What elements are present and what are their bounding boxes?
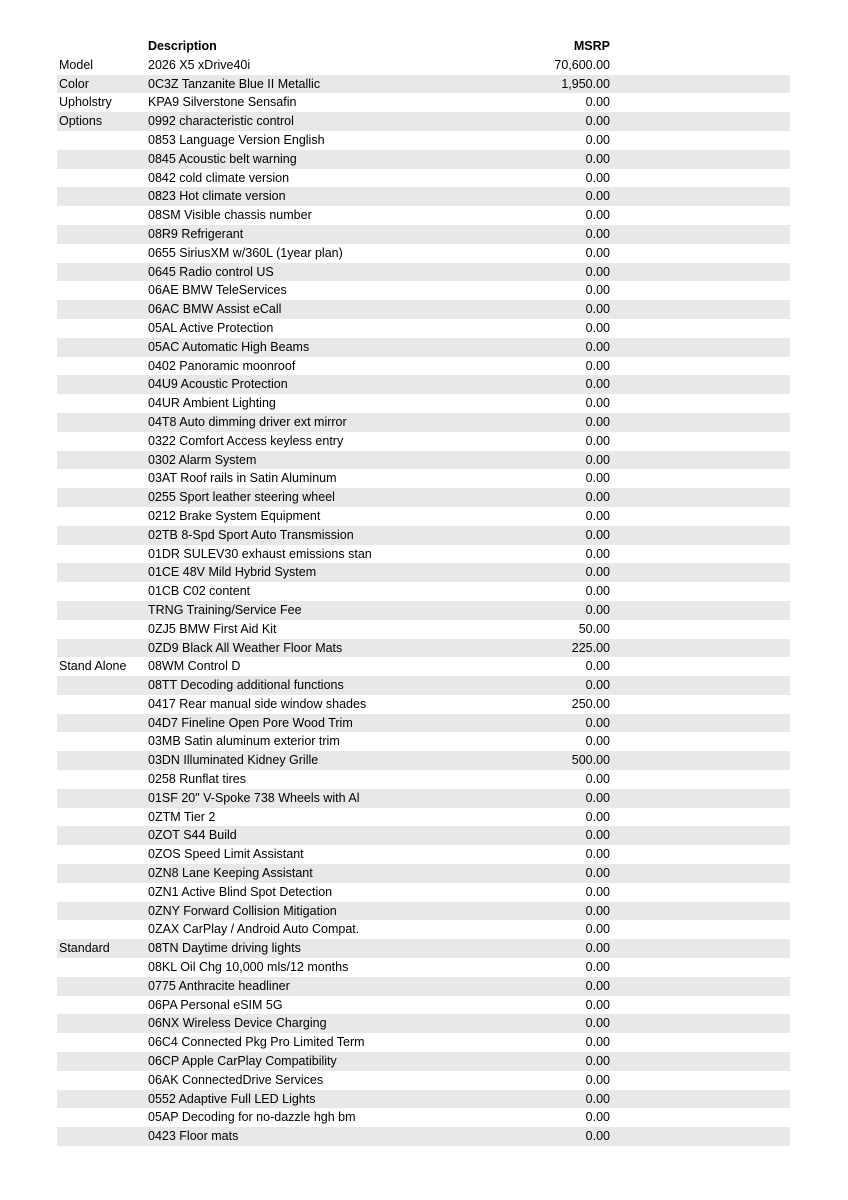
msrp-cell: 0.00 (520, 488, 610, 507)
category-cell (57, 676, 148, 695)
filler-cell (610, 883, 790, 902)
category-cell (57, 469, 148, 488)
table-row (57, 1127, 790, 1146)
filler-cell (610, 225, 790, 244)
msrp-cell: 0.00 (585, 809, 610, 824)
description-cell: 06AE BMW TeleServices (148, 283, 287, 298)
msrp-cell: 500.00 (520, 751, 610, 770)
description-cell: 0552 Adaptive Full LED Lights (148, 1090, 520, 1109)
filler-cell (610, 526, 790, 545)
category-cell: Options (57, 112, 148, 131)
category-cell: Model (59, 57, 94, 72)
msrp-cell: 0.00 (585, 546, 610, 561)
category-cell (57, 488, 148, 507)
description-cell: 06PA Personal eSIM 5G (148, 997, 283, 1012)
category-cell (57, 920, 148, 939)
category-cell (57, 620, 148, 639)
msrp-cell: 0.00 (585, 659, 610, 674)
description-cell: 01DR SULEV30 exhaust emissions stan (148, 546, 372, 561)
filler-cell (610, 93, 790, 112)
description-cell: 0853 Language Version English (148, 132, 325, 147)
table-row (57, 281, 790, 300)
description-cell: 04D7 Fineline Open Pore Wood Trim (148, 714, 520, 733)
description-cell: 0258 Runflat tires (148, 772, 246, 787)
filler-cell (610, 545, 790, 564)
category-cell (57, 902, 148, 921)
table-row (57, 112, 790, 131)
msrp-cell: 0.00 (585, 245, 610, 260)
table-row (57, 319, 790, 338)
category-cell (57, 526, 148, 545)
category-cell (57, 281, 148, 300)
description-cell: 08TT Decoding additional functions (148, 676, 520, 695)
description-cell: 0ZNY Forward Collision Mitigation (148, 902, 520, 921)
table-row (57, 1090, 790, 1109)
filler-cell (610, 808, 790, 827)
description-cell: 05AP Decoding for no-dazzle hgh bm (148, 1110, 356, 1125)
filler-cell (610, 920, 790, 939)
filler-cell (610, 563, 790, 582)
table-row (57, 582, 790, 601)
description-cell: 03DN Illuminated Kidney Grille (148, 751, 520, 770)
msrp-cell: 0.00 (585, 960, 610, 975)
msrp-cell: 250.00 (571, 696, 610, 711)
msrp-cell: 0.00 (520, 826, 610, 845)
description-cell: 06AK ConnectedDrive Services (148, 1072, 324, 1087)
category-cell (57, 150, 148, 169)
description-cell: 0823 Hot climate version (148, 187, 520, 206)
table-row (57, 413, 790, 432)
table-row (57, 394, 790, 413)
msrp-cell: 0.00 (520, 902, 610, 921)
filler-cell (610, 977, 790, 996)
description-cell: 06CP Apple CarPlay Compatibility (148, 1052, 520, 1071)
description-cell: 0322 Comfort Access keyless entry (148, 433, 344, 448)
filler-cell (610, 394, 790, 413)
filler-cell (610, 1090, 790, 1109)
filler-cell (610, 1052, 790, 1071)
filler-cell (610, 639, 790, 658)
filler-cell (610, 469, 790, 488)
filler-cell (610, 432, 790, 451)
msrp-cell: 0.00 (585, 95, 610, 110)
filler-cell (610, 451, 790, 470)
filler-cell (610, 620, 790, 639)
msrp-cell: 0.00 (520, 225, 610, 244)
table-row (57, 1052, 790, 1071)
msrp-cell: 0.00 (520, 714, 610, 733)
category-cell (57, 507, 148, 526)
description-cell: 04T8 Auto dimming driver ext mirror (148, 413, 520, 432)
table-row (57, 676, 790, 695)
filler-cell (610, 357, 790, 376)
category-cell (57, 826, 148, 845)
table-row (57, 1071, 790, 1090)
description-cell: 0C3Z Tanzanite Blue II Metallic (148, 75, 520, 94)
table-row (57, 300, 790, 319)
description-cell: 0ZN8 Lane Keeping Assistant (148, 864, 520, 883)
table-row (57, 657, 790, 676)
filler-cell (610, 601, 790, 620)
category-cell (57, 413, 148, 432)
table-row (57, 864, 790, 883)
description-cell: 0402 Panoramic moonroof (148, 358, 296, 373)
msrp-cell: 0.00 (520, 864, 610, 883)
category-cell (57, 1052, 148, 1071)
filler-cell (610, 845, 790, 864)
table-row (57, 225, 790, 244)
description-cell: 0ZTM Tier 2 (148, 809, 216, 824)
category-cell (57, 1108, 148, 1127)
table-row (57, 432, 790, 451)
table-row (57, 263, 790, 282)
description-cell: 0842 cold climate version (148, 170, 290, 185)
table-row (57, 169, 790, 188)
category-cell (57, 1127, 148, 1146)
description-cell: 01CB C02 content (148, 584, 251, 599)
msrp-cell: 0.00 (520, 150, 610, 169)
table-row (57, 1014, 790, 1033)
msrp-cell: 0.00 (585, 170, 610, 185)
msrp-cell: 0.00 (520, 263, 610, 282)
msrp-cell: 0.00 (520, 789, 610, 808)
description-cell: 0ZN1 Active Blind Spot Detection (148, 884, 333, 899)
msrp-cell: 0.00 (585, 734, 610, 749)
options-table (57, 37, 790, 1146)
filler-cell (610, 1033, 790, 1052)
table-row (57, 507, 790, 526)
table-row (57, 639, 790, 658)
category-cell (57, 131, 148, 150)
msrp-cell: 0.00 (585, 283, 610, 298)
filler-cell (610, 939, 790, 958)
category-cell (57, 206, 148, 225)
category-cell (57, 601, 148, 620)
table-row (57, 826, 790, 845)
table-row (57, 996, 790, 1015)
description-cell: 01SF 20" V-Spoke 738 Wheels with Al (148, 789, 520, 808)
filler-cell (610, 75, 790, 94)
msrp-cell: 0.00 (520, 187, 610, 206)
description-cell: 08WM Control D (148, 659, 241, 674)
category-cell: Stand Alone (59, 659, 127, 674)
msrp-cell: 0.00 (520, 1090, 610, 1109)
description-cell: 02TB 8-Spd Sport Auto Transmission (148, 526, 520, 545)
description-cell: 0212 Brake System Equipment (148, 508, 321, 523)
filler-cell (610, 789, 790, 808)
description-cell: 0ZAX CarPlay / Android Auto Compat. (148, 922, 360, 937)
table-row (57, 375, 790, 394)
description-cell: 0423 Floor mats (148, 1127, 520, 1146)
description-cell: 0ZD9 Black All Weather Floor Mats (148, 639, 520, 658)
filler-cell (610, 864, 790, 883)
filler-cell (610, 1014, 790, 1033)
table-row (57, 187, 790, 206)
description-cell: 03AT Roof rails in Satin Aluminum (148, 471, 337, 486)
category-cell (57, 263, 148, 282)
table-row (57, 958, 790, 977)
msrp-cell: 0.00 (585, 847, 610, 862)
table-row (57, 488, 790, 507)
msrp-cell: 0.00 (585, 997, 610, 1012)
category-cell (57, 996, 148, 1015)
msrp-cell: 0.00 (520, 112, 610, 131)
filler-cell (610, 770, 790, 789)
filler-cell (610, 1108, 790, 1127)
table-row (57, 751, 790, 770)
msrp-cell: 0.00 (520, 526, 610, 545)
table-row (57, 920, 790, 939)
filler-cell (610, 714, 790, 733)
msrp-header: MSRP (573, 39, 610, 53)
msrp-cell: 0.00 (585, 208, 610, 223)
filler-cell (610, 732, 790, 751)
table-row (57, 451, 790, 470)
description-cell: 08R9 Refrigerant (148, 225, 520, 244)
filler-cell (610, 1071, 790, 1090)
filler-header (610, 37, 790, 56)
filler-cell (610, 206, 790, 225)
description-cell: 08SM Visible chassis number (148, 208, 312, 223)
category-cell (57, 338, 148, 357)
table-row (57, 601, 790, 620)
msrp-cell: 0.00 (585, 358, 610, 373)
filler-cell (610, 507, 790, 526)
filler-cell (610, 488, 790, 507)
msrp-cell: 0.00 (520, 601, 610, 620)
category-cell (57, 864, 148, 883)
filler-cell (610, 281, 790, 300)
description-cell: 0255 Sport leather steering wheel (148, 488, 520, 507)
filler-cell (610, 169, 790, 188)
filler-cell (610, 1127, 790, 1146)
category-cell (57, 244, 148, 263)
table-row (57, 563, 790, 582)
category-cell (57, 451, 148, 470)
description-cell: 2026 X5 xDrive40i (148, 57, 251, 72)
category-cell (57, 751, 148, 770)
description-cell: 08KL Oil Chg 10,000 mls/12 months (148, 960, 349, 975)
header-row (57, 37, 790, 56)
msrp-cell: 0.00 (585, 1072, 610, 1087)
table-row (57, 732, 790, 751)
category-cell (57, 545, 148, 564)
table-row (57, 902, 790, 921)
msrp-cell: 0.00 (520, 338, 610, 357)
description-cell: 05AC Automatic High Beams (148, 338, 520, 357)
table-row (57, 357, 790, 376)
category-cell (57, 1090, 148, 1109)
filler-cell (610, 826, 790, 845)
description-cell: 0992 characteristic control (148, 112, 520, 131)
table-row (57, 1033, 790, 1052)
table-body (57, 56, 790, 1146)
msrp-cell: 0.00 (585, 471, 610, 486)
msrp-cell: 225.00 (520, 639, 610, 658)
msrp-cell: 0.00 (585, 584, 610, 599)
table-row (57, 789, 790, 808)
category-cell: Upholstry (59, 95, 112, 110)
msrp-cell: 0.00 (585, 433, 610, 448)
category-cell (57, 582, 148, 601)
description-header: Description (148, 39, 217, 53)
msrp-cell: 0.00 (585, 320, 610, 335)
description-cell: 0ZJ5 BMW First Aid Kit (148, 621, 277, 636)
table-row (57, 206, 790, 225)
table-row (57, 1108, 790, 1127)
description-cell: 04U9 Acoustic Protection (148, 375, 520, 394)
description-cell: 06AC BMW Assist eCall (148, 300, 520, 319)
filler-cell (610, 375, 790, 394)
category-cell (57, 977, 148, 996)
msrp-cell: 0.00 (520, 1014, 610, 1033)
category-cell (57, 714, 148, 733)
msrp-cell: 1,950.00 (520, 75, 610, 94)
filler-cell (610, 263, 790, 282)
category-cell (57, 770, 148, 789)
filler-cell (610, 131, 790, 150)
category-cell (57, 732, 148, 751)
filler-cell (610, 56, 790, 75)
description-cell: 01CE 48V Mild Hybrid System (148, 563, 520, 582)
description-cell: 04UR Ambient Lighting (148, 396, 276, 411)
msrp-cell: 0.00 (585, 1035, 610, 1050)
filler-cell (610, 657, 790, 676)
table-row (57, 770, 790, 789)
filler-cell (610, 582, 790, 601)
description-cell: TRNG Training/Service Fee (148, 601, 520, 620)
description-cell: 0417 Rear manual side window shades (148, 696, 367, 711)
description-cell: 0655 SiriusXM w/360L (1year plan) (148, 245, 343, 260)
table-row (57, 845, 790, 864)
filler-cell (610, 958, 790, 977)
table-row (57, 338, 790, 357)
msrp-cell: 0.00 (520, 939, 610, 958)
category-cell (57, 432, 148, 451)
description-cell: 03MB Satin aluminum exterior trim (148, 734, 340, 749)
msrp-cell: 0.00 (520, 1127, 610, 1146)
msrp-cell: 0.00 (585, 922, 610, 937)
category-cell (57, 883, 148, 902)
description-cell: 0645 Radio control US (148, 263, 520, 282)
msrp-cell: 70,600.00 (554, 57, 610, 72)
filler-cell (610, 319, 790, 338)
msrp-cell: 0.00 (585, 508, 610, 523)
table-row (57, 695, 790, 714)
msrp-cell: 0.00 (520, 676, 610, 695)
category-cell (57, 958, 148, 977)
msrp-cell: 0.00 (520, 1052, 610, 1071)
filler-cell (610, 413, 790, 432)
category-cell (57, 1033, 148, 1052)
table-row (57, 808, 790, 827)
msrp-cell: 0.00 (585, 396, 610, 411)
msrp-cell: 0.00 (585, 132, 610, 147)
category-cell (57, 319, 148, 338)
description-cell: 06C4 Connected Pkg Pro Limited Term (148, 1035, 365, 1050)
filler-cell (610, 112, 790, 131)
filler-cell (610, 751, 790, 770)
msrp-cell: 0.00 (520, 413, 610, 432)
description-cell: 0ZOT S44 Build (148, 826, 520, 845)
category-cell: Color (57, 75, 148, 94)
category-cell (57, 169, 148, 188)
table-row (57, 939, 790, 958)
filler-cell (610, 695, 790, 714)
category-cell (57, 300, 148, 319)
msrp-cell: 0.00 (520, 300, 610, 319)
table-row (57, 93, 790, 112)
description-cell: 0ZOS Speed Limit Assistant (148, 847, 304, 862)
description-cell: 08TN Daytime driving lights (148, 939, 520, 958)
description-cell: 0775 Anthracite headliner (148, 977, 520, 996)
filler-cell (610, 676, 790, 695)
category-cell (57, 639, 148, 658)
table-row (57, 131, 790, 150)
msrp-cell: 0.00 (520, 375, 610, 394)
category-cell (57, 808, 148, 827)
table-row (57, 977, 790, 996)
msrp-cell: 0.00 (520, 563, 610, 582)
filler-cell (610, 902, 790, 921)
msrp-cell: 50.00 (578, 621, 610, 636)
table-row (57, 620, 790, 639)
msrp-cell: 0.00 (520, 977, 610, 996)
table-row (57, 526, 790, 545)
category-cell (57, 1071, 148, 1090)
description-cell: 0845 Acoustic belt warning (148, 150, 520, 169)
description-cell: 05AL Active Protection (148, 320, 274, 335)
filler-cell (610, 187, 790, 206)
table-row (57, 883, 790, 902)
msrp-cell: 0.00 (585, 884, 610, 899)
category-cell: Standard (57, 939, 148, 958)
filler-cell (610, 338, 790, 357)
table-row (57, 545, 790, 564)
table-row (57, 469, 790, 488)
filler-cell (610, 996, 790, 1015)
description-cell: 06NX Wireless Device Charging (148, 1014, 520, 1033)
table-row (57, 244, 790, 263)
category-header (57, 37, 148, 56)
category-cell (57, 375, 148, 394)
category-cell (57, 845, 148, 864)
category-cell (57, 563, 148, 582)
category-cell (57, 225, 148, 244)
table-row (57, 150, 790, 169)
category-cell (57, 187, 148, 206)
msrp-cell: 0.00 (585, 772, 610, 787)
msrp-cell: 0.00 (585, 1110, 610, 1125)
category-cell (57, 357, 148, 376)
category-cell (57, 789, 148, 808)
description-cell: 0302 Alarm System (148, 451, 520, 470)
table-row (57, 75, 790, 94)
filler-cell (610, 300, 790, 319)
category-cell (57, 1014, 148, 1033)
table-row (57, 56, 790, 75)
filler-cell (610, 150, 790, 169)
description-cell: KPA9 Silverstone Sensafin (148, 95, 297, 110)
msrp-cell: 0.00 (520, 451, 610, 470)
table-row (57, 714, 790, 733)
category-cell (57, 695, 148, 714)
filler-cell (610, 244, 790, 263)
category-cell (57, 394, 148, 413)
